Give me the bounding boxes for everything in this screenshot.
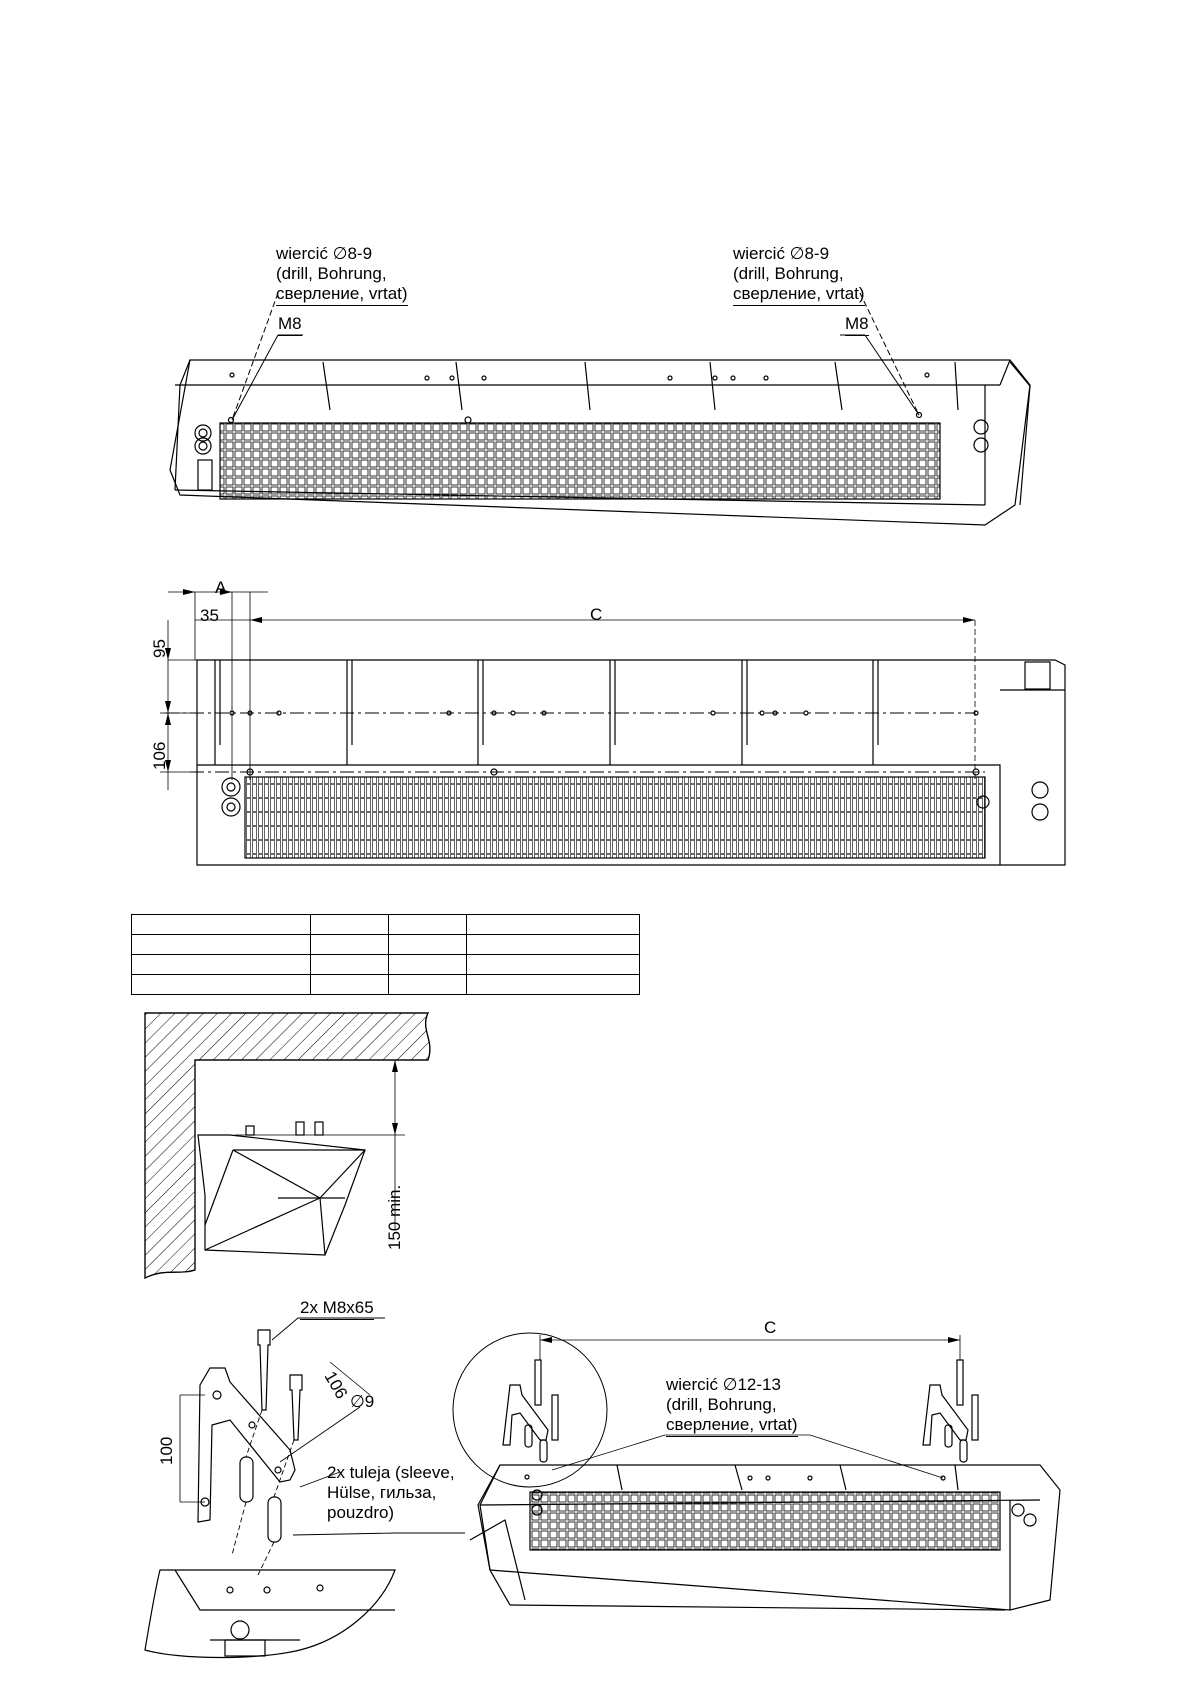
dim-95-label: 95 bbox=[150, 639, 169, 658]
sleeve-note-line1: 2x tuleja (sleeve, bbox=[327, 1463, 455, 1482]
dim-106-label: 106 bbox=[150, 741, 169, 770]
top-leaders bbox=[232, 293, 919, 420]
table-row bbox=[132, 955, 640, 975]
unit-top-view bbox=[170, 360, 1030, 525]
install-dim-c: C bbox=[764, 1318, 777, 1337]
clearance-label: 150 min. bbox=[385, 1184, 404, 1250]
install-drill-line2: (drill, Bohrung, bbox=[666, 1395, 777, 1414]
drill-note-left-line1: wiercić ∅8-9 bbox=[276, 244, 373, 263]
sleeve-note-line2: Hülse, гильза, bbox=[327, 1483, 437, 1502]
thread-label-left: M8 bbox=[278, 314, 302, 336]
table-row bbox=[132, 935, 640, 955]
install-drill-line1: wiercić ∅12-13 bbox=[666, 1375, 781, 1394]
drill-note-right-line1: wiercić ∅8-9 bbox=[733, 244, 830, 263]
drill-note-left-line2: (drill, Bohrung, bbox=[276, 264, 387, 283]
sleeve-note bbox=[327, 1463, 455, 1523]
bracket-dim-106: 106 bbox=[320, 1368, 352, 1403]
drill-note-left bbox=[276, 244, 408, 306]
sleeve-note-line3: pouzdro) bbox=[327, 1503, 395, 1522]
unit-front-view bbox=[160, 592, 1065, 865]
dim-a-label: A bbox=[215, 578, 227, 597]
install-drill-line3: сверление, vrtat) bbox=[666, 1415, 798, 1437]
thread-label-right: M8 bbox=[845, 314, 869, 336]
drill-note-right bbox=[733, 244, 865, 306]
bolts-label: 2x M8x65 bbox=[300, 1298, 374, 1320]
dim-35-label: 35 bbox=[200, 606, 219, 625]
drill-note-left-line3: сверление, vrtat) bbox=[276, 284, 408, 306]
drill-note-right-line2: (drill, Bohrung, bbox=[733, 264, 844, 283]
hole-label: ∅9 bbox=[350, 1392, 375, 1411]
dim-c-label: C bbox=[590, 605, 603, 624]
bracket-dim-100: 100 bbox=[157, 1436, 176, 1465]
table-row bbox=[132, 915, 640, 935]
table-row bbox=[132, 975, 640, 995]
spec-table bbox=[131, 914, 640, 995]
install-drill-note bbox=[666, 1375, 798, 1437]
drill-note-right-line3: сверление, vrtat) bbox=[733, 284, 865, 306]
